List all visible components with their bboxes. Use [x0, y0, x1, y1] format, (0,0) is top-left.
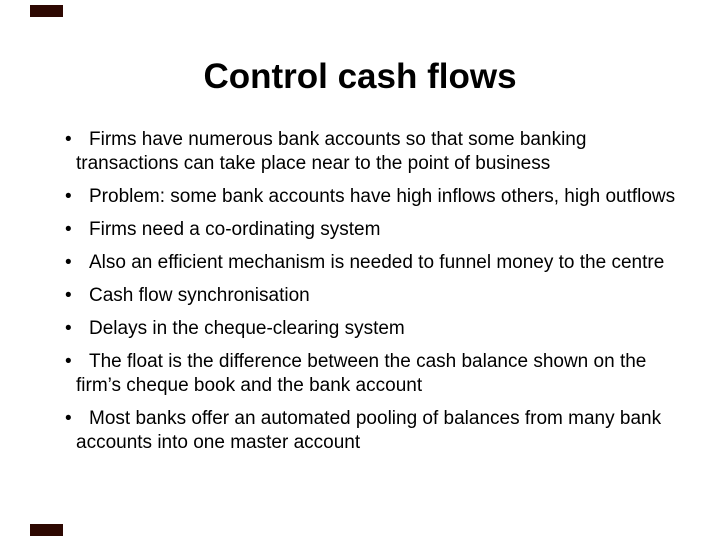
bullet-icon: • — [65, 252, 72, 273]
bullet-icon: • — [65, 285, 72, 306]
bullet-text-line: Delays in the cheque-clearing system — [89, 318, 405, 339]
bullet-icon: • — [65, 351, 72, 372]
bullet-text-line: Cash flow synchronisation — [89, 285, 310, 306]
bullet-text-line: Also an efficient mechanism is needed to funnel money to the centre — [89, 252, 665, 273]
bullet-text-line: Most banks offer an automated pooling of balances from many bank — [89, 408, 662, 429]
bullet-item — [56, 350, 716, 398]
bullet-text-line: Problem: some bank accounts have high inflows others, high outflows — [89, 186, 676, 207]
bullet-text-line: Firms have numerous bank accounts so that some banking — [89, 129, 587, 150]
bullet-item — [56, 185, 716, 209]
top-left-accent-bar — [30, 5, 63, 17]
bottom-left-accent-bar — [30, 524, 63, 536]
slide-title: Control cash flows — [203, 57, 517, 96]
bullet-text-line: transactions can take place near to the point of business — [76, 153, 551, 174]
bullet-item — [56, 284, 716, 308]
bullet-item — [56, 407, 716, 455]
bullet-text-line: Firms need a co-ordinating system — [89, 219, 381, 240]
bullet-item — [56, 317, 716, 341]
bullet-item — [56, 128, 716, 176]
bullet-text-line: accounts into one master account — [76, 432, 361, 453]
bullet-item — [56, 251, 716, 275]
bullet-item — [56, 218, 716, 242]
bullet-icon: • — [65, 129, 72, 150]
bullet-icon: • — [65, 219, 72, 240]
bullet-icon: • — [65, 318, 72, 339]
bullet-list — [56, 128, 716, 464]
bullet-icon: • — [65, 408, 72, 429]
bullet-icon: • — [65, 186, 72, 207]
bullet-text-line: The float is the difference between the cash balance shown on the — [89, 351, 647, 372]
bullet-text-line: firm’s cheque book and the bank account — [76, 375, 423, 396]
